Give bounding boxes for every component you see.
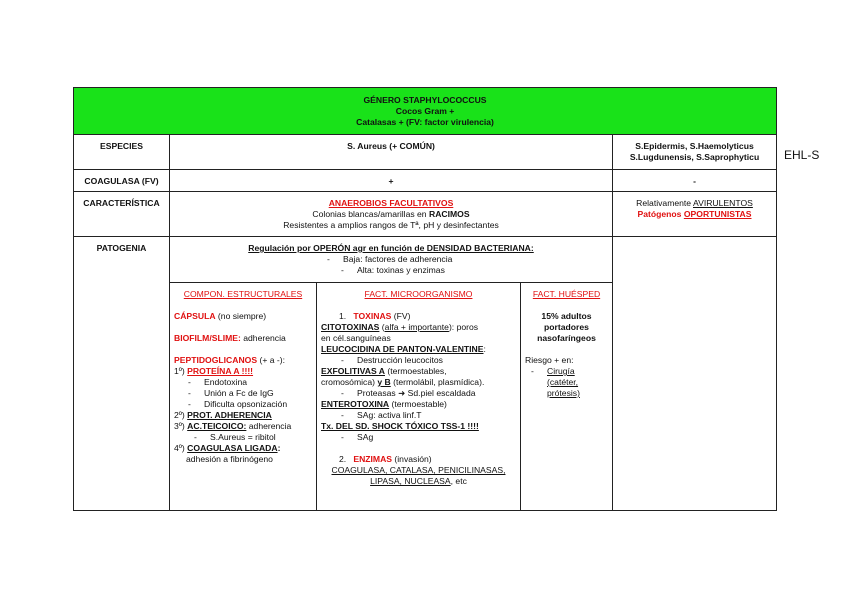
regulacion-item-alta <box>170 265 612 276</box>
leucocidina-text: LEUCOCIDINA DE PANTON-VALENTINE <box>321 344 484 354</box>
exfo-line2-a: cromosómica) <box>321 377 378 387</box>
alta-text: Alta: toxinas y enzimas <box>357 265 445 275</box>
p3-num: 3º) <box>174 421 188 431</box>
patogenia-others-empty <box>613 237 777 511</box>
capsula-line <box>174 311 312 322</box>
cito-note-a: ( <box>379 322 385 332</box>
exfo-line-2 <box>321 377 516 388</box>
p2-num: 2º) <box>174 410 188 420</box>
patogenia-label: PATOGENIA <box>74 237 170 511</box>
patogenia-regulacion <box>170 237 613 283</box>
huesped-cell <box>521 283 613 511</box>
especies-label: ESPECIES <box>74 135 170 170</box>
leucocidina-line <box>321 344 516 355</box>
especies-aureus: S. Aureus (+ COMÚN) <box>170 135 613 170</box>
estructurales-cell <box>170 283 317 511</box>
caracteristica-aureus <box>170 192 613 237</box>
enzimas-list-2-text: LIPASA, NUCLEASA <box>370 476 451 486</box>
especies-others-line-1: S.Epidermis, S.Haemolyticus <box>635 141 754 151</box>
leucocidina-colon: : <box>483 344 486 354</box>
header-row <box>74 88 777 135</box>
enterotoxina-text: ENTEROTOXINA <box>321 399 390 409</box>
p1-item-2-text: Dificulta opsonización <box>204 399 288 409</box>
coagulasa-ligada-text: COAGULASA LIGADA <box>187 443 278 453</box>
p3-item <box>174 432 312 443</box>
capsula-text: CÁPSULA <box>174 311 216 321</box>
enzimas-note: (invasión) <box>392 454 432 464</box>
colonias-text: Colonias blancas/amarillas en <box>312 209 429 219</box>
p1-item-0-text: Endotoxina <box>204 377 248 387</box>
peptido-line <box>174 355 312 366</box>
side-label: EHL-S <box>784 148 820 162</box>
avirulentos-text: AVIRULENTOS <box>693 198 753 208</box>
biofilm-line <box>174 333 312 344</box>
baja-text: Baja: factores de adherencia <box>343 254 453 264</box>
riesgo-line: Riesgo + en: <box>525 355 574 365</box>
microorganismo-title: FACT. MICROORGANISMO <box>364 289 473 299</box>
proteina-a-line <box>174 366 312 377</box>
p1-num: 1º) <box>174 366 188 376</box>
p1-item-1 <box>174 388 312 399</box>
enzimas-line <box>321 454 516 465</box>
especies-row <box>74 135 777 170</box>
microorganismo-cell <box>317 283 521 511</box>
resistentes-line: Resistentes a amplios rangos de Tª, pH y desinfectantes <box>283 220 499 230</box>
p1-item-1-text: Unión a Fc de IgG <box>204 388 274 398</box>
coagulasa-aureus: + <box>170 170 613 192</box>
patogenia-row <box>74 237 777 283</box>
ac-teicoico-text: AC.TEICOICO: <box>187 421 247 431</box>
proteina-a-text: PROTEÍNA A !!!! <box>187 366 254 376</box>
peptido-text: PEPTIDOGLICANOS <box>174 355 258 365</box>
caracteristica-others <box>613 192 777 237</box>
cirugia-text: Cirugía <box>547 366 575 376</box>
coagulasa-ligada-colon: : <box>277 443 281 453</box>
entero-note: (termoestable) <box>389 399 447 409</box>
caracteristica-label: CARACTERÍSTICA <box>74 192 170 237</box>
enzimas-list-2 <box>321 476 516 487</box>
header-line-2: Cocos Gram + <box>395 105 455 116</box>
regulacion-title: Regulación por OPERÓN agr en función de DENSIDAD BACTERIANA: <box>248 243 534 253</box>
especies-others-line-2: S.Lugdunensis, S.Saprophyticu <box>629 152 760 162</box>
prot-adherencia-line <box>174 410 312 421</box>
exfo-line2-b: (termolábil, plasmídica). <box>390 377 485 387</box>
toxinas-line <box>321 311 516 322</box>
capsula-note: (no siempre) <box>215 311 267 321</box>
relativamente-text: Relativamente <box>636 198 694 208</box>
enzimas-text: ENZIMAS <box>353 454 393 464</box>
genus-header <box>74 88 777 135</box>
huesped-line-2: portadores <box>544 322 589 332</box>
cito-note-b: ): poros <box>448 322 479 332</box>
huesped-line-1: 15% adultos <box>541 311 592 321</box>
biofilm-text: BIOFILM/SLIME: <box>174 333 241 343</box>
enzimas-etc: , etc <box>450 476 467 486</box>
riesgo-item-a <box>525 366 608 377</box>
ribitol-text: S.Aureus = ribitol <box>210 432 276 442</box>
staphylococcus-table <box>73 87 777 511</box>
avirulentos-line <box>613 198 776 209</box>
tss-line: Tx. DEL SD. SHOCK TÓXICO TSS-1 !!!! <box>321 421 479 431</box>
toxinas-note: (FV) <box>391 311 411 321</box>
racimos-text: RACIMOS <box>428 209 470 219</box>
riesgo-item-b: (catéter, <box>547 377 579 387</box>
fibrinogeno-line: adhesión a fibrinógeno <box>186 454 273 464</box>
header-line-3: Catalasas + (FV: factor virulencia) <box>356 116 494 127</box>
citotoxinas-text: CITOTOXINAS <box>321 322 380 332</box>
prot-adherencia-text: PROT. ADHERENCIA <box>187 410 272 420</box>
cito-line-2: en cél.sanguíneas <box>321 333 391 343</box>
ac-teicoico-line <box>174 421 312 432</box>
enzimas-list-1: COAGULASA, CATALASA, PENICILINASAS, <box>331 465 506 475</box>
riesgo-item-c: prótesis) <box>547 388 580 398</box>
toxinas-text: TOXINAS <box>353 311 392 321</box>
colonias-line <box>170 209 612 220</box>
ac-teicoico-note: adherencia <box>246 421 292 431</box>
oportunistas-text: OPORTUNISTAS <box>683 209 752 219</box>
p4-num: 4º) <box>174 443 188 453</box>
p1-item-2 <box>174 399 312 410</box>
entero-item <box>321 410 516 421</box>
biofilm-note: adherencia <box>240 333 286 343</box>
regulacion-item-baja <box>170 254 612 265</box>
cito-alfa: alfa + importante <box>384 322 449 332</box>
caracteristica-row <box>74 192 777 237</box>
coagulasa-label: COAGULASA (FV) <box>74 170 170 192</box>
exfolitivas-text: EXFOLITIVAS A <box>321 366 385 376</box>
enterotoxina-line <box>321 399 516 410</box>
huesped-title: FACT. HUÉSPED <box>532 289 601 299</box>
tss-item-text: SAg <box>357 432 374 442</box>
leuco-item <box>321 355 516 366</box>
tss-item <box>321 432 516 443</box>
anaerobios-title: ANAEROBIOS FACULTATIVOS <box>328 198 454 208</box>
coagulasa-ligada-line <box>174 443 312 454</box>
huesped-line-3: nasofaríngeos <box>537 333 596 343</box>
peptido-note: (+ a -): <box>257 355 286 365</box>
estructurales-title: COMPON. ESTRUCTURALES <box>183 289 303 299</box>
coagulasa-row <box>74 170 777 192</box>
t1-num: 1. <box>339 311 347 321</box>
oportunistas-line <box>613 209 776 220</box>
leuco-item-text: Destrucción leucocitos <box>357 355 443 365</box>
entero-item-text: SAg: activa linf.T <box>357 410 422 420</box>
citotoxinas-line <box>321 322 516 333</box>
patogenos-text: Patógenos <box>637 209 684 219</box>
exfo-item <box>321 388 516 399</box>
coagulasa-others: - <box>613 170 777 192</box>
header-line-1: GÉNERO STAPHYLOCOCCUS <box>363 94 487 105</box>
t2-num: 2. <box>339 454 347 464</box>
especies-others <box>613 135 777 170</box>
exfo-y: y B <box>377 377 391 387</box>
exfo-item-text: Proteasas ➜ Sd.piel escaldada <box>357 388 476 398</box>
exfo-note: (termoestables, <box>384 366 447 376</box>
p1-item-0 <box>174 377 312 388</box>
exfolitivas-line <box>321 366 516 377</box>
